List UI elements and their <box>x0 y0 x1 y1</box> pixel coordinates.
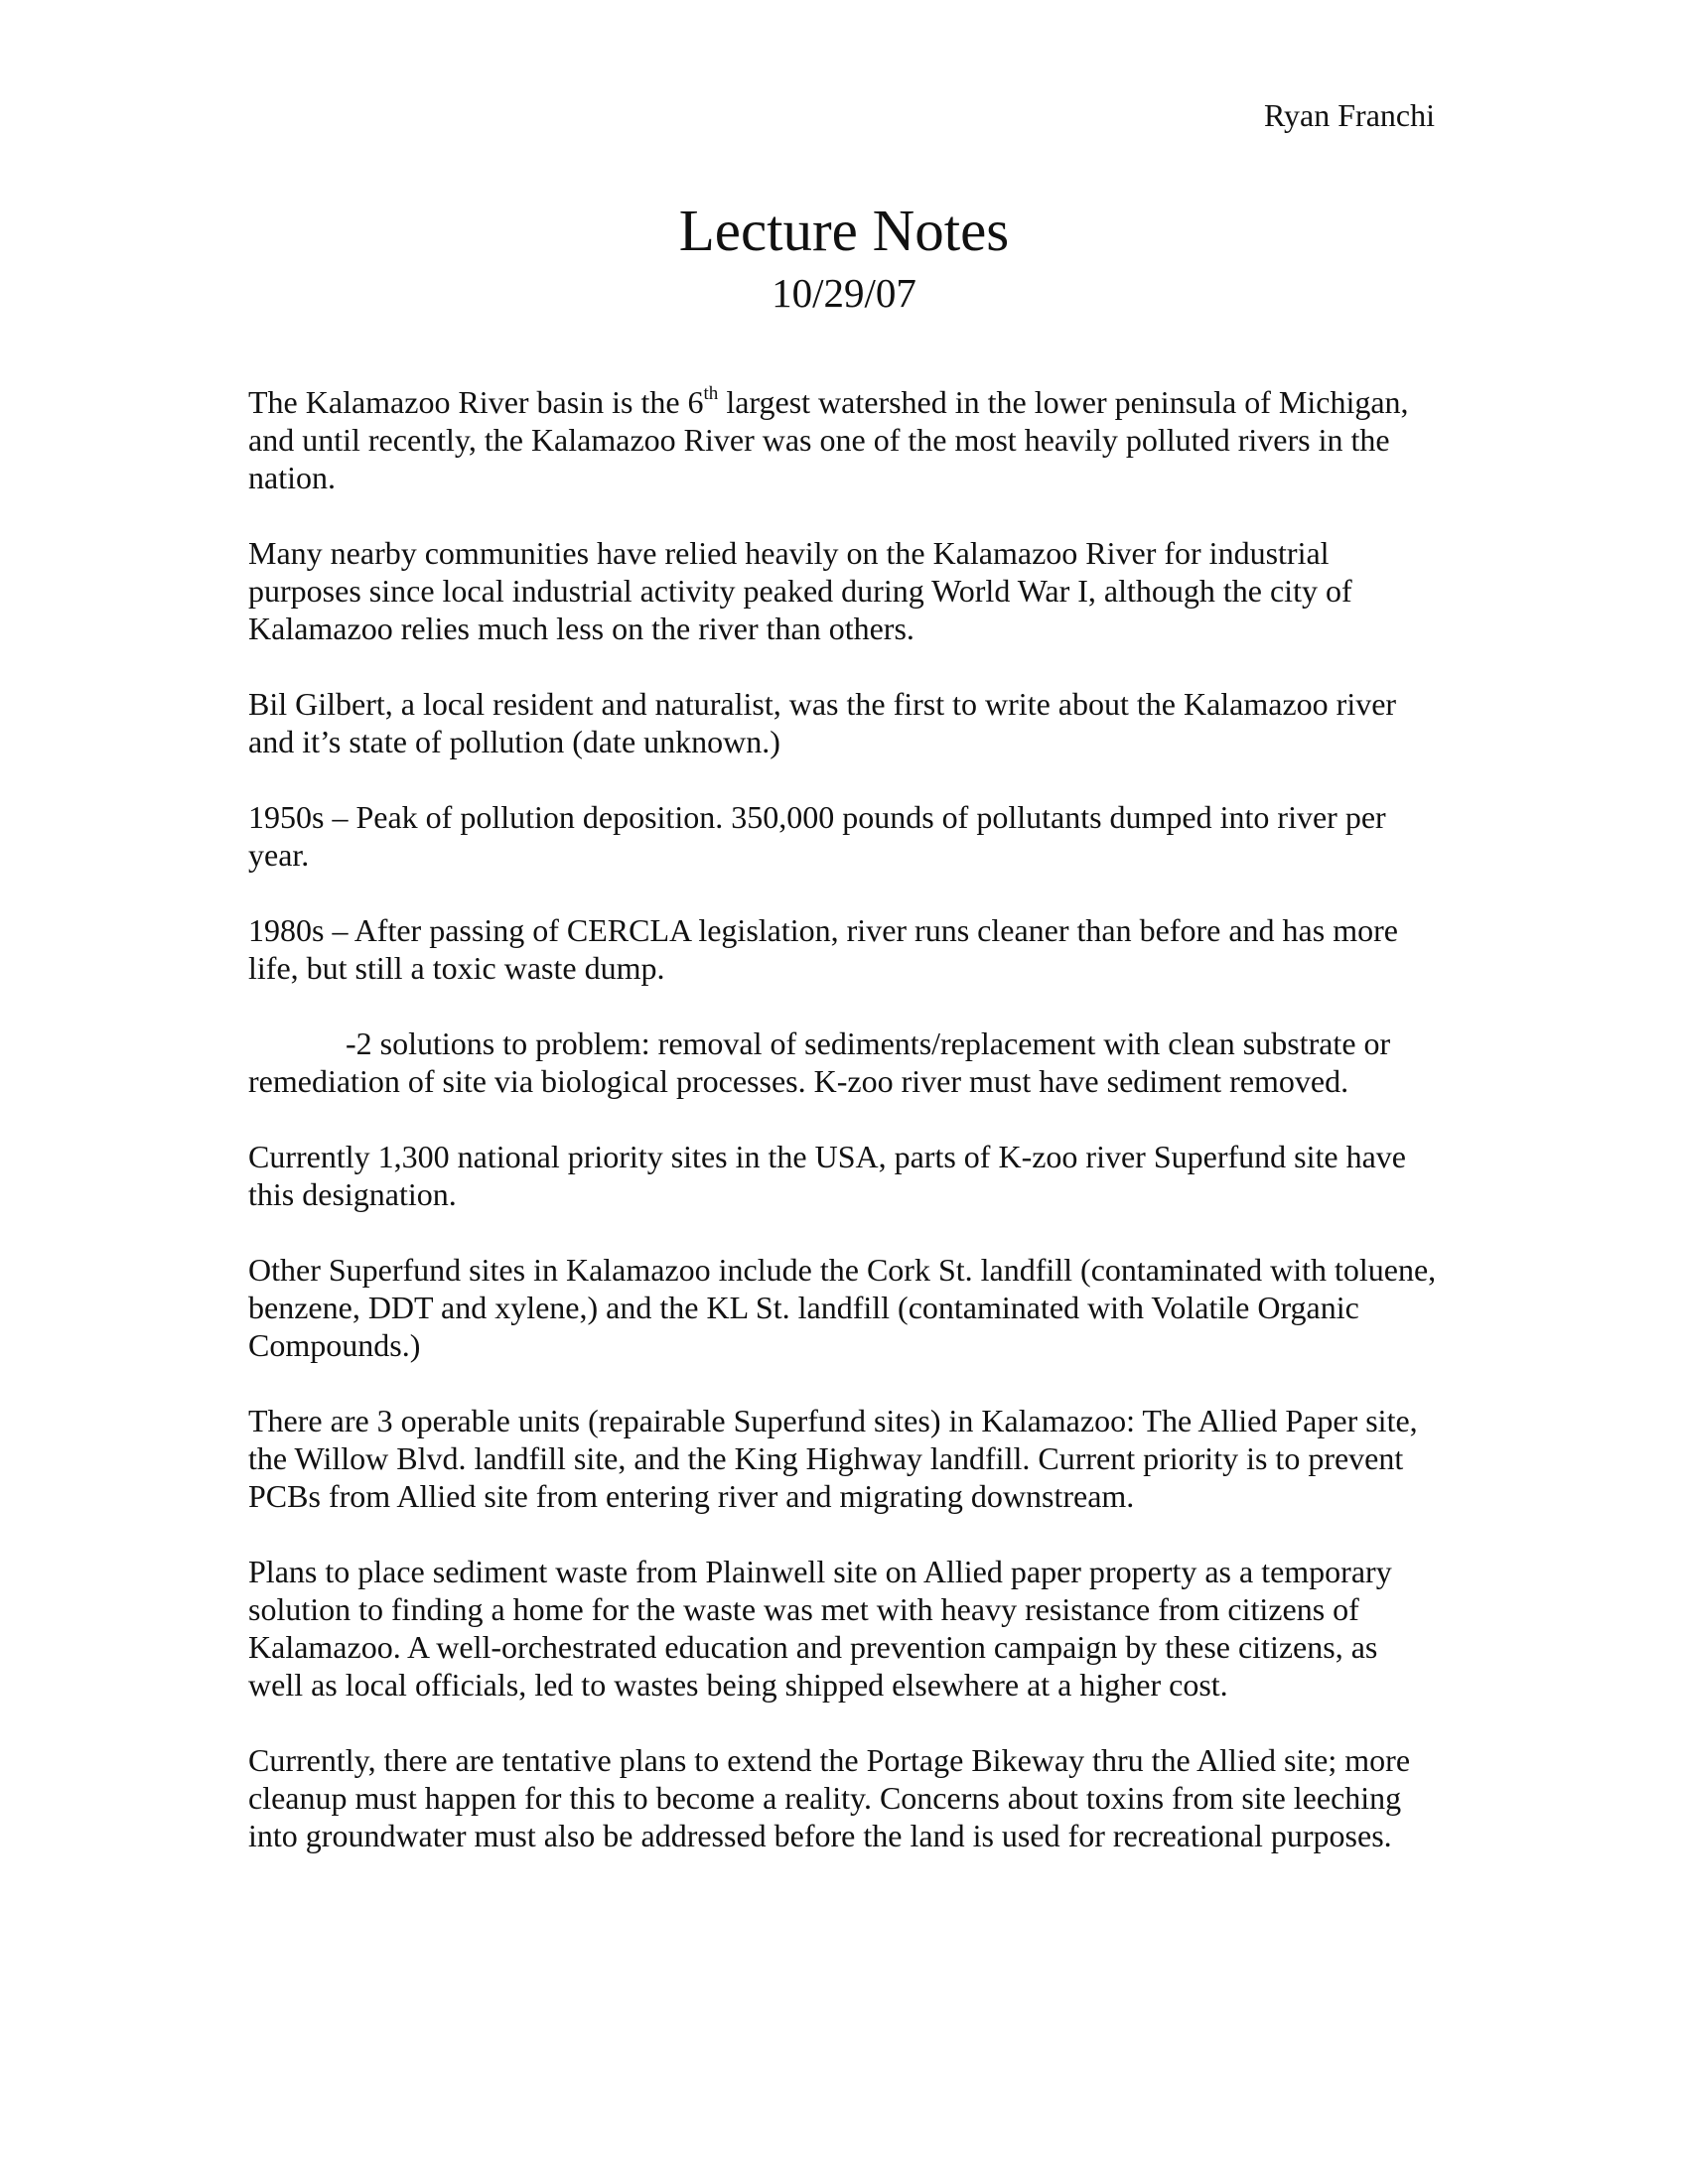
paragraph-bil-gilbert: Bil Gilbert, a local resident and naturalist, was the first to write about the Kalamazoo river and it’s state of pollution (date unknown.) <box>248 686 1397 759</box>
paragraph-plainwell: Plans to place sediment waste from Plainwell site on Allied paper property as a temporary solution to finding a home for the waste was met with heavy resistance from citizens of Kalamazoo. A well-orchestrated education and prevention campaign by these citizens, as well as local officials, led to wastes being shipped elsewhere at a higher cost. <box>248 1554 1392 1703</box>
author-name: Ryan Franchi <box>1263 97 1435 133</box>
paragraph-bikeway: Currently, there are tentative plans to extend the Portage Bikeway thru the Allied site; more cleanup must happen for this to become a reality. Concerns about toxins from site leeching into groundwater must also be addressed before the land is used for recreational purposes. <box>248 1742 1411 1853</box>
paragraph-watershed <box>248 383 1440 496</box>
paragraph-text: largest watershed in the lower peninsula of Michigan, and until recently, the Kalamazoo River was one of the most heavily polluted rivers in the nation. <box>248 384 1409 495</box>
paragraph-solutions: -2 solutions to problem: removal of sediments/replacement with clean substrate or remediation of site via biological processes. K-zoo river must have sediment removed. <box>248 1025 1391 1099</box>
paragraph-industrial-use: Many nearby communities have relied heavily on the Kalamazoo River for industrial purposes since local industrial activity peaked during World War I, although the city of Kalamazoo relies much less on the river than others. <box>248 535 1352 646</box>
paragraph-text: The Kalamazoo River basin is the 6 <box>248 384 704 420</box>
paragraph-operable-units: There are 3 operable units (repairable Superfund sites) in Kalamazoo: The Allied Paper site, the Willow Blvd. landfill site, and the King Highway landfill. Current priority is to prevent PCBs from Allied site from entering river and migrating downstream. <box>248 1403 1418 1514</box>
notes-body <box>248 383 1440 1892</box>
ordinal-suffix: th <box>703 383 719 405</box>
page-title: Lecture Notes <box>678 198 1010 263</box>
paragraph-1950s: 1950s – Peak of pollution deposition. 350,000 pounds of pollutants dumped into river per year. <box>248 799 1386 873</box>
paragraph-other-superfund: Other Superfund sites in Kalamazoo include the Cork St. landfill (contaminated with toluene, benzene, DDT and xylene,) and the KL St. landfill (contaminated with Volatile Organic Compounds.) <box>248 1252 1437 1363</box>
paragraph-1980s: 1980s – After passing of CERCLA legislation, river runs cleaner than before and has more life, but still a toxic waste dump. <box>248 912 1398 986</box>
paragraph-priority-sites: Currently 1,300 national priority sites in the USA, parts of K-zoo river Superfund site have this designation. <box>248 1139 1406 1212</box>
lecture-date: 10/29/07 <box>772 270 916 316</box>
